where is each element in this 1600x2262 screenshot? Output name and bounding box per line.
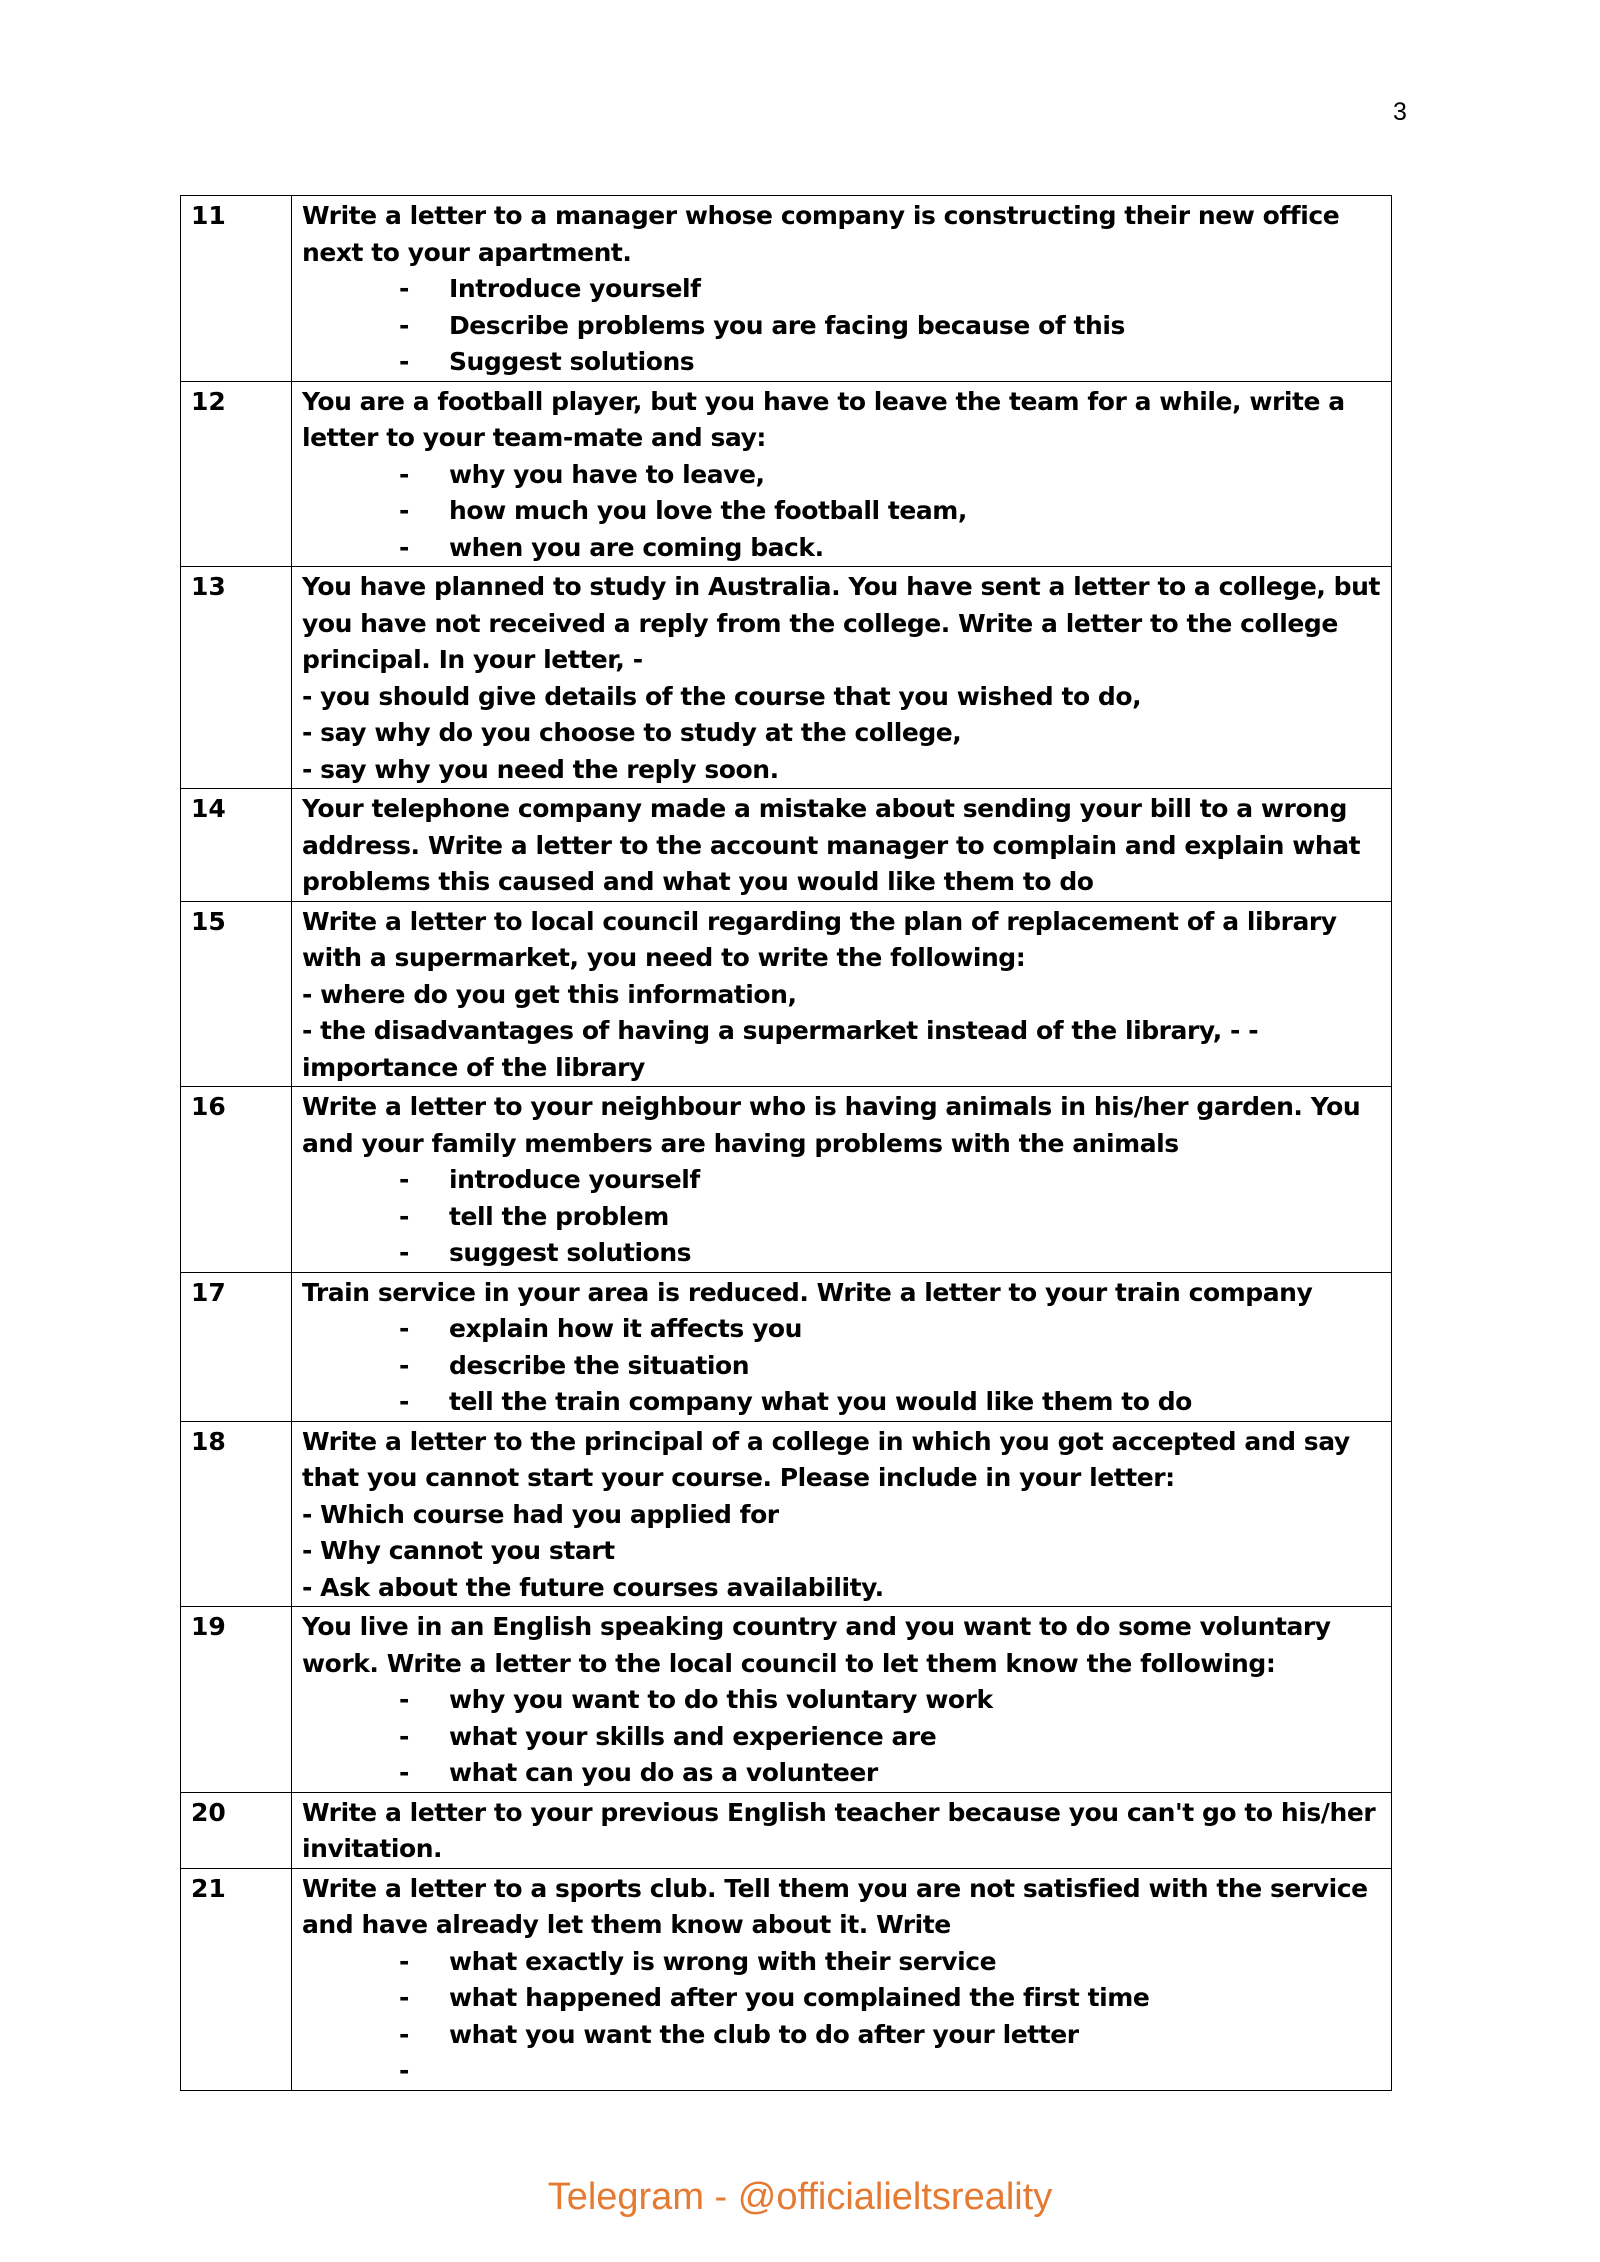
dash-bullet-icon: - [399,274,409,303]
task-row [181,567,1392,789]
task-bullet-text: what happened after you complained the first time [449,1983,1150,2012]
task-bullet [302,2053,1381,2090]
task-instruction-line: - you should give details of the course that you wished to do, [302,681,1142,711]
task-instruction-line: - Why cannot you start [302,1536,615,1565]
task-number: 15 [181,901,292,1087]
task-instruction-line: - Which course had you applied for [302,1499,779,1529]
task-instruction-line: - say why do you choose to study at the college, [302,718,962,747]
task-bullet [302,308,1381,345]
task-prompt: You live in an English speaking country and you want to do some voluntary work. Write a letter to the local council to let them know the following: [302,1612,1331,1678]
tasks-table-body [181,196,1392,2091]
dash-bullet-icon: - [399,1946,409,1976]
task-instruction-line: - where do you get this information, [302,979,797,1009]
task-bullet [302,1162,1381,1199]
task-bullet-text: what you want the club to do after your letter [449,2019,1079,2049]
task-prompt: Your telephone company made a mistake about sending your bill to a wrong address. Write a letter to the account manager to complain and explain what problems this caused and what you would like them to do [302,794,1361,896]
task-instruction-line: - the disadvantages of having a supermarket instead of the library, - - importance of the library [302,1016,1259,1082]
task-prompt: You have planned to study in Australia. You have sent a letter to a college, but you have not received a reply from the college. Write a letter to the college principal. In your letter, - [302,572,1380,674]
task-number: 11 [181,196,292,382]
task-number: 18 [181,1421,292,1607]
task-bullet-text: what can you do as a volunteer [449,1758,878,1787]
task-instruction-line: - say why you need the reply soon. [302,754,779,784]
task-bullet-text: explain how it affects you [449,1314,802,1343]
task-bullet-text: when you are coming back. [449,532,824,562]
task-bullet [302,1980,1381,2017]
dash-bullet-icon: - [399,1758,409,1787]
task-number: 16 [181,1087,292,1273]
task-row [181,789,1392,902]
dash-bullet-icon: - [399,532,409,562]
task-row [181,901,1392,1087]
task-bullet [302,1944,1381,1981]
dash-bullet-icon: - [399,1350,409,1380]
task-description [292,567,1392,789]
task-prompt: You are a football player, but you have to leave the team for a while, write a letter to your team-mate and say: [302,386,1345,452]
task-bullet [302,1348,1381,1385]
task-row [181,1272,1392,1421]
task-prompt: Train service in your area is reduced. Write a letter to your train company [302,1277,1313,1307]
task-bullet-text: what exactly is wrong with their service [449,1946,997,1976]
task-description [292,1421,1392,1607]
task-description [292,789,1392,902]
page-number: 3 [1393,98,1407,126]
task-description [292,381,1392,567]
task-number: 19 [181,1607,292,1793]
task-bullet [302,1384,1381,1421]
task-number: 17 [181,1272,292,1421]
task-prompt: Write a letter to a sports club. Tell them you are not satisfied with the service and have already let them know about it. Write [302,1873,1368,1939]
task-bullet [302,530,1381,567]
dash-bullet-icon: - [399,1201,409,1231]
dash-bullet-icon: - [399,2019,409,2049]
dash-bullet-icon: - [399,1387,409,1416]
task-number: 14 [181,789,292,902]
task-row [181,1087,1392,1273]
dash-bullet-icon: - [399,1685,409,1714]
task-bullet [302,1235,1381,1272]
task-prompt: Write a letter to the principal of a college in which you got accepted and say that you cannot start your course. Please include in your letter: [302,1426,1350,1492]
task-bullet [302,2017,1381,2054]
task-instruction-line: - Ask about the future courses availability. [302,1572,884,1602]
task-prompt: Write a letter to a manager whose company is constructing their new office next to your apartment. [302,201,1340,267]
task-row [181,1868,1392,2090]
tasks-table [180,195,1392,2091]
task-bullet-text: Introduce yourself [449,274,701,303]
dash-bullet-icon: - [399,1314,409,1343]
dash-bullet-icon: - [399,347,409,376]
task-number: 13 [181,567,292,789]
dash-bullet-icon: - [399,1238,409,1267]
task-bullet [302,1755,1381,1792]
task-bullet-text: why you have to leave, [449,459,765,489]
task-prompt: Write a letter to your previous English teacher because you can't go to his/her invitation. [302,1797,1376,1863]
task-description [292,1607,1392,1793]
task-bullet-text: tell the problem [449,1201,669,1231]
task-bullet [302,344,1381,381]
task-bullet-text: Suggest solutions [449,347,695,376]
telegram-footer: Telegram - @officialieltsreality [547,2176,1053,2218]
task-bullet-text: Describe problems you are facing because of this [449,310,1125,340]
task-bullet [302,1719,1381,1756]
task-bullet-text: tell the train company what you would like them to do [449,1387,1192,1416]
task-bullet-text: why you want to do this voluntary work [449,1685,993,1714]
dash-bullet-icon: - [399,1165,409,1194]
task-row [181,1792,1392,1868]
dash-bullet-icon: - [399,1721,409,1751]
task-number: 12 [181,381,292,567]
task-description [292,1792,1392,1868]
task-description [292,1272,1392,1421]
task-description [292,901,1392,1087]
dash-bullet-icon: - [399,1983,409,2012]
task-bullet [302,457,1381,494]
task-bullet [302,1199,1381,1236]
task-prompt: Write a letter to local council regarding the plan of replacement of a library with a supermarket, you need to write the following: [302,906,1337,972]
task-bullet-text: describe the situation [449,1350,750,1380]
dash-bullet-icon: - [399,496,409,525]
task-description [292,1087,1392,1273]
dash-bullet-icon: - [399,459,409,489]
task-bullet [302,1682,1381,1719]
task-bullet-text: how much you love the football team, [449,496,967,525]
task-bullet [302,1311,1381,1348]
dash-bullet-icon: - [399,2056,409,2085]
task-row [181,381,1392,567]
task-bullet [302,271,1381,308]
task-row [181,1421,1392,1607]
task-description [292,196,1392,382]
task-bullet [302,493,1381,530]
task-bullet-text: suggest solutions [449,1238,692,1267]
dash-bullet-icon: - [399,310,409,340]
task-row [181,1607,1392,1793]
task-prompt: Write a letter to your neighbour who is having animals in his/her garden. You and your family members are having problems with the animals [302,1092,1361,1158]
task-number: 20 [181,1792,292,1868]
task-bullet-text: what your skills and experience are [449,1721,937,1751]
task-row [181,196,1392,382]
task-description [292,1868,1392,2090]
task-number: 21 [181,1868,292,2090]
task-bullet-text: introduce yourself [449,1165,700,1194]
